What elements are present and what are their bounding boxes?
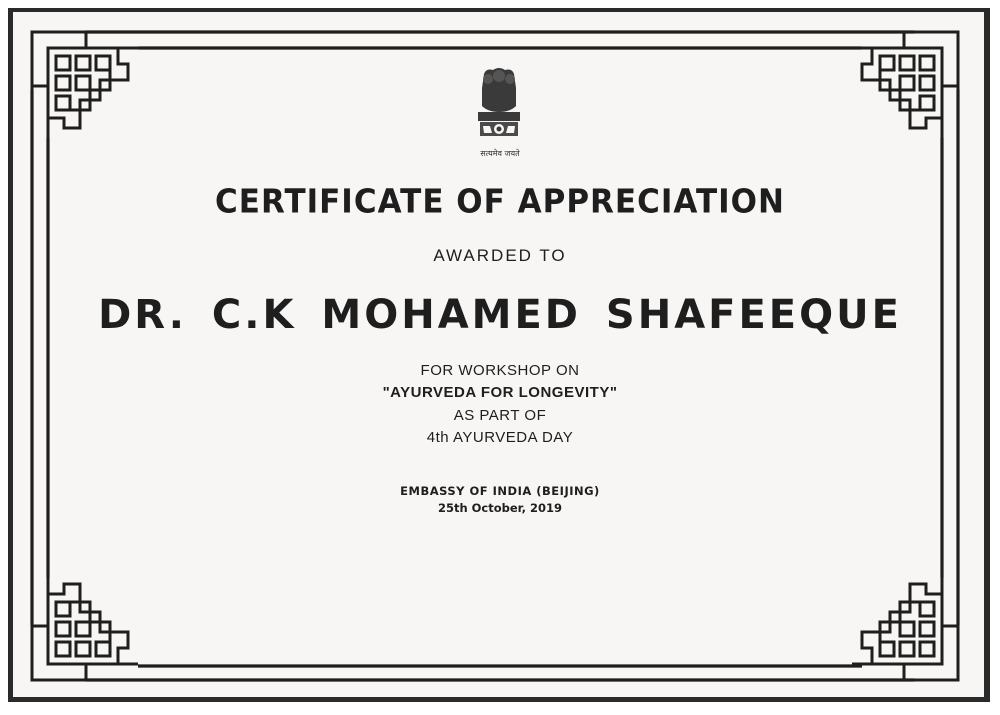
corner-ornament-bottom-right [852,574,958,680]
national-emblem-icon [466,66,532,158]
for-workshop-line: FOR WORKSHOP ON [420,362,580,379]
issue-date: 25th October, 2019 [437,501,563,515]
certificate-title: CERTIFICATE OF APPRECIATION [215,183,785,221]
corner-ornament-top-right [852,32,958,138]
recipient-name: DR. C.K MOHAMED SHAFEEQUE [98,292,902,338]
corner-ornament-top-left [32,32,138,138]
corner-ornament-bottom-left [32,574,138,680]
as-part-of-line: AS PART OF [453,407,547,424]
emblem-motto: सत्यमेव जयते [480,149,520,158]
event-name: 4th AYURVEDA DAY [426,429,574,446]
awarded-to-label: AWARDED TO [433,246,567,265]
workshop-title: "AYURVEDA FOR LONGEVITY" [382,384,618,401]
issuer-name: EMBASSY OF INDIA (BEIJING) [400,484,600,498]
